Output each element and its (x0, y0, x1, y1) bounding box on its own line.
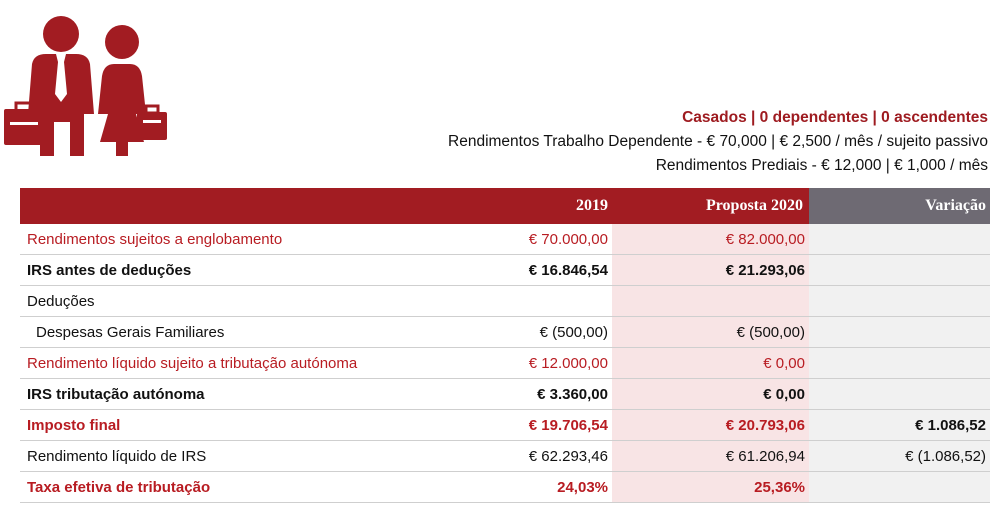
row-label: IRS tributação autónoma (20, 379, 415, 410)
value-2020: € 0,00 (612, 379, 809, 410)
row-label: Deduções (20, 286, 415, 317)
value-variacao: € (1.086,52) (809, 441, 990, 472)
value-variacao (809, 379, 990, 410)
value-2020: € 61.206,94 (612, 441, 809, 472)
value-2020: € 82.000,00 (612, 224, 809, 255)
table-row (20, 379, 990, 410)
row-label: Rendimento líquido de IRS (20, 441, 415, 472)
column-header-proposta-2020: Proposta 2020 (612, 188, 809, 224)
value-2019: € 16.846,54 (415, 255, 612, 286)
value-2019: € (500,00) (415, 317, 612, 348)
row-label: Taxa efetiva de tributação (20, 472, 415, 503)
income-employment: Rendimentos Trabalho Dependente - € 70,000 | € 2,500 / mês / sujeito passivo (448, 133, 988, 150)
value-2020: € 21.293,06 (612, 255, 809, 286)
value-2019: € 12.000,00 (415, 348, 612, 379)
value-2020: € (500,00) (612, 317, 809, 348)
value-variacao (809, 224, 990, 255)
value-variacao (809, 286, 990, 317)
income-rental: Rendimentos Prediais - € 12,000 | € 1,000 / mês (655, 157, 988, 174)
row-label: Rendimento líquido sujeito a tributação autónoma (20, 348, 415, 379)
column-header-variacao: Variação (809, 188, 990, 224)
family-status: Casados | 0 dependentes | 0 ascendentes (682, 109, 988, 126)
value-2020: € 0,00 (612, 348, 809, 379)
scenario-header (448, 106, 988, 178)
couple-with-briefcases-icon (4, 14, 174, 156)
row-label: Imposto final (20, 410, 415, 441)
value-variacao: € 1.086,52 (809, 410, 990, 441)
value-2019: 24,03% (415, 472, 612, 503)
table-row (20, 224, 990, 255)
value-variacao (809, 317, 990, 348)
table-row (20, 348, 990, 379)
row-label: Rendimentos sujeitos a englobamento (20, 224, 415, 255)
table-row (20, 472, 990, 503)
value-2019 (415, 286, 612, 317)
table-row (20, 317, 990, 348)
column-header-2019: 2019 (415, 188, 612, 224)
value-2019: € 3.360,00 (415, 379, 612, 410)
row-label: Despesas Gerais Familiares (20, 317, 415, 348)
table-header-row (20, 188, 990, 224)
value-2020 (612, 286, 809, 317)
value-2019: € 70.000,00 (415, 224, 612, 255)
value-variacao (809, 255, 990, 286)
value-2019: € 19.706,54 (415, 410, 612, 441)
row-label: IRS antes de deduções (20, 255, 415, 286)
table-row (20, 441, 990, 472)
table-row (20, 286, 990, 317)
value-variacao (809, 472, 990, 503)
column-header-label (20, 188, 415, 224)
irs-comparison-table (20, 188, 990, 503)
value-2020: € 20.793,06 (612, 410, 809, 441)
value-2020: 25,36% (612, 472, 809, 503)
value-variacao (809, 348, 990, 379)
table-row (20, 410, 990, 441)
value-2019: € 62.293,46 (415, 441, 612, 472)
table-row (20, 255, 990, 286)
